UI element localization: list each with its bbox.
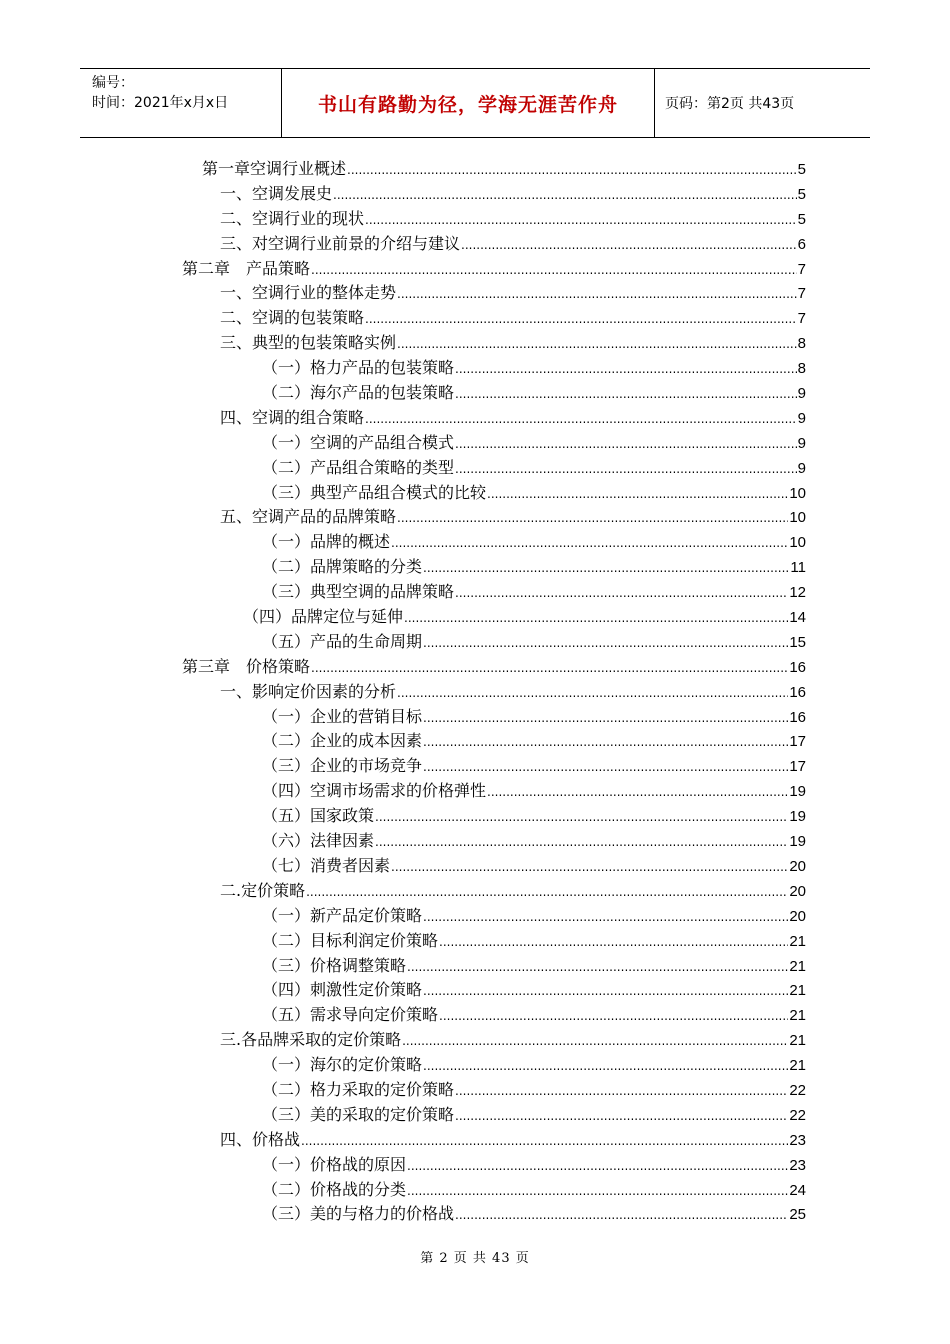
toc-entry-page: 16	[789, 658, 806, 676]
toc-leader-dots	[407, 955, 788, 980]
toc-entry-title: （六）法律因素	[262, 831, 375, 851]
toc-entry-title: （二）企业的成本因素	[262, 731, 423, 751]
toc-entry[interactable]	[262, 481, 806, 506]
toc-entry-title: （三）价格调整策略	[262, 955, 407, 975]
toc-leader-dots	[397, 681, 788, 706]
toc-entry[interactable]	[220, 406, 806, 431]
toc-entry-page: 9	[797, 434, 806, 452]
toc-entry-page: 22	[789, 1106, 806, 1124]
toc-entry[interactable]	[262, 705, 806, 730]
toc-leader-dots	[311, 656, 788, 681]
toc-entry[interactable]	[220, 1128, 806, 1153]
toc-entry[interactable]	[220, 281, 806, 306]
toc-entry[interactable]	[220, 680, 806, 705]
toc-entry-title: 三、典型的包装策略实例	[220, 333, 397, 353]
toc-entry[interactable]	[262, 381, 806, 406]
toc-entry-title: （一）价格战的原因	[262, 1154, 407, 1174]
toc-entry[interactable]	[262, 1178, 806, 1203]
toc-leader-dots	[455, 357, 797, 382]
toc-leader-dots	[423, 905, 788, 930]
header-motto: 书山有路勤为径，学海无涯苦作舟	[282, 69, 655, 137]
toc-entry[interactable]	[220, 879, 806, 904]
toc-entry[interactable]	[182, 655, 806, 680]
toc-entry-title: 五、空调产品的品牌策略	[220, 507, 397, 527]
toc-entry-page: 7	[797, 310, 806, 328]
toc-entry[interactable]	[262, 1078, 806, 1103]
toc-entry-page: 5	[797, 210, 806, 228]
toc-leader-dots	[455, 432, 797, 457]
toc-leader-dots	[333, 183, 797, 208]
toc-entry[interactable]	[262, 1153, 806, 1178]
toc-entry-page: 20	[789, 857, 806, 875]
toc-entry-page: 21	[789, 1032, 806, 1050]
toc-entry-title: 三、对空调行业前景的介绍与建议	[220, 233, 461, 253]
toc-entry-title: （四）空调市场需求的价格弹性	[262, 781, 487, 801]
toc-leader-dots	[423, 730, 788, 755]
toc-leader-dots	[439, 930, 788, 955]
toc-entry-page: 16	[789, 708, 806, 726]
toc-entry-title: （二）价格战的分类	[262, 1179, 407, 1199]
toc-entry-page: 23	[789, 1131, 806, 1149]
toc-leader-dots	[375, 805, 788, 830]
toc-entry-page: 21	[789, 1007, 806, 1025]
toc-leader-dots	[423, 631, 788, 656]
toc-entry-page: 21	[789, 932, 806, 950]
toc-leader-dots	[423, 1054, 788, 1079]
toc-leader-dots	[487, 482, 788, 507]
toc-entry-page: 20	[789, 882, 806, 900]
toc-entry-title: （七）消费者因素	[262, 855, 391, 875]
toc-entry[interactable]	[262, 929, 806, 954]
toc-entry[interactable]	[220, 331, 806, 356]
toc-leader-dots	[423, 979, 788, 1004]
toc-entry-page: 24	[789, 1181, 806, 1199]
toc-leader-dots	[391, 531, 788, 556]
toc-leader-dots	[306, 880, 788, 905]
toc-entry-page: 9	[797, 385, 806, 403]
toc-leader-dots	[455, 1079, 788, 1104]
table-of-contents	[0, 157, 950, 1227]
toc-entry-page: 19	[789, 808, 806, 826]
toc-entry-title: 一、影响定价因素的分析	[220, 681, 397, 701]
toc-entry-title: （四）品牌定位与延伸	[243, 607, 404, 627]
toc-entry[interactable]	[262, 1053, 806, 1078]
toc-entry-title: （一）企业的营销目标	[262, 706, 423, 726]
toc-entry[interactable]	[262, 779, 806, 804]
header-page-info: 页码：第2页 共43页	[665, 96, 795, 112]
toc-entry-title: 一、空调发展史	[220, 183, 333, 203]
toc-leader-dots	[455, 457, 797, 482]
toc-entry[interactable]	[262, 1202, 806, 1227]
toc-entry-page: 15	[789, 633, 806, 651]
toc-entry-title: （三）美的与格力的价格战	[262, 1204, 455, 1224]
toc-leader-dots	[397, 332, 797, 357]
toc-entry-page: 25	[789, 1206, 806, 1224]
toc-entry-title: 三.各品牌采取的定价策略	[220, 1030, 402, 1050]
toc-leader-dots	[397, 506, 788, 531]
toc-entry-page: 21	[789, 982, 806, 1000]
toc-entry-page: 21	[789, 1057, 806, 1075]
toc-leader-dots	[407, 1179, 788, 1204]
toc-entry-page: 12	[789, 584, 806, 602]
toc-entry[interactable]	[262, 854, 806, 879]
toc-entry[interactable]	[220, 207, 806, 232]
toc-entry[interactable]	[220, 505, 806, 530]
document-number-label: 编号：	[92, 75, 134, 91]
toc-entry-page: 8	[797, 335, 806, 353]
toc-entry[interactable]	[182, 257, 806, 282]
toc-entry-page: 10	[789, 509, 806, 527]
toc-entry[interactable]	[220, 182, 806, 207]
document-date: 时间：2021年x月x日	[92, 95, 229, 111]
toc-leader-dots	[455, 1104, 788, 1129]
toc-entry-page: 16	[789, 683, 806, 701]
toc-entry[interactable]	[262, 630, 806, 655]
toc-entry-title: （二）品牌策略的分类	[262, 557, 423, 577]
toc-entry-page: 19	[789, 783, 806, 801]
toc-entry-page: 6	[797, 235, 806, 253]
toc-entry-page: 22	[789, 1081, 806, 1099]
toc-entry-title: （一）格力产品的包装策略	[262, 358, 455, 378]
toc-entry-title: （一）新产品定价策略	[262, 905, 423, 925]
toc-entry-page: 8	[797, 360, 806, 378]
toc-entry[interactable]	[262, 356, 806, 381]
toc-leader-dots	[407, 1154, 788, 1179]
toc-entry-page: 23	[789, 1156, 806, 1174]
toc-entry-title: （二）格力采取的定价策略	[262, 1079, 455, 1099]
toc-entry[interactable]	[262, 804, 806, 829]
toc-entry-page: 5	[797, 185, 806, 203]
toc-entry-title: （一）海尔的定价策略	[262, 1055, 423, 1075]
toc-leader-dots	[439, 1004, 788, 1029]
toc-entry-page: 19	[789, 833, 806, 851]
toc-entry-title: （一）空调的产品组合模式	[262, 432, 455, 452]
toc-entry-title: 二.定价策略	[220, 880, 306, 900]
toc-leader-dots	[365, 307, 797, 332]
toc-entry-page: 17	[789, 733, 806, 751]
toc-entry-title: 二、空调行业的现状	[220, 208, 365, 228]
toc-entry[interactable]	[262, 555, 806, 580]
toc-entry-page: 14	[789, 609, 806, 627]
toc-entry[interactable]	[262, 754, 806, 779]
toc-entry-title: 二、空调的包装策略	[220, 308, 365, 328]
toc-entry-page: 20	[789, 907, 806, 925]
toc-leader-dots	[347, 158, 797, 183]
toc-entry-title: 第一章空调行业概述	[202, 159, 347, 178]
toc-entry[interactable]	[220, 232, 806, 257]
toc-entry[interactable]	[262, 580, 806, 605]
toc-leader-dots	[455, 581, 788, 606]
toc-entry-title: 四、空调的组合策略	[220, 407, 365, 427]
toc-entry[interactable]	[262, 530, 806, 555]
toc-entry-page: 10	[789, 484, 806, 502]
toc-entry-page: 11	[790, 559, 806, 577]
toc-entry-page: 7	[797, 260, 806, 278]
toc-entry-page: 9	[797, 459, 806, 477]
toc-entry[interactable]	[262, 431, 806, 456]
toc-leader-dots	[375, 830, 788, 855]
toc-entry-title: （三）典型空调的品牌策略	[262, 582, 455, 602]
toc-entry-title: （三）典型产品组合模式的比较	[262, 482, 487, 502]
toc-entry[interactable]	[262, 456, 806, 481]
toc-entry-title: 第二章 产品策略	[182, 258, 311, 278]
toc-entry-page: 17	[789, 758, 806, 776]
toc-entry-page: 21	[789, 957, 806, 975]
page-header	[80, 68, 870, 138]
toc-entry-title: （三）企业的市场竞争	[262, 756, 423, 776]
toc-entry-page: 10	[789, 534, 806, 552]
toc-leader-dots	[461, 233, 797, 258]
toc-leader-dots	[455, 382, 797, 407]
toc-leader-dots	[365, 407, 797, 432]
toc-entry[interactable]	[262, 978, 806, 1003]
toc-entry-title: （二）产品组合策略的类型	[262, 457, 455, 477]
toc-entry-title: 四、价格战	[220, 1129, 301, 1149]
toc-entry-page: 7	[797, 285, 806, 303]
toc-entry[interactable]	[243, 605, 806, 630]
toc-entry[interactable]	[262, 1003, 806, 1028]
toc-entry-title: 一、空调行业的整体走势	[220, 283, 397, 303]
toc-leader-dots	[311, 258, 797, 283]
toc-entry-title: （五）产品的生命周期	[262, 631, 423, 651]
toc-entry[interactable]	[262, 954, 806, 979]
toc-entry-title: 第三章 价格策略	[182, 656, 311, 676]
toc-entry-title: （四）刺激性定价策略	[262, 980, 423, 1000]
toc-entry-page: 5	[797, 161, 806, 178]
toc-entry[interactable]	[220, 306, 806, 331]
toc-leader-dots	[423, 706, 788, 731]
toc-leader-dots	[487, 780, 788, 805]
toc-entry[interactable]	[262, 1103, 806, 1128]
toc-leader-dots	[423, 755, 788, 780]
toc-entry-title: （五）国家政策	[262, 806, 375, 826]
toc-entry-title: （一）品牌的概述	[262, 532, 391, 552]
toc-leader-dots	[301, 1129, 788, 1154]
toc-entry[interactable]	[262, 829, 806, 854]
toc-leader-dots	[423, 556, 789, 581]
toc-leader-dots	[397, 282, 797, 307]
toc-entry[interactable]	[262, 729, 806, 754]
toc-leader-dots	[365, 208, 797, 233]
toc-leader-dots	[455, 1203, 788, 1228]
toc-leader-dots	[402, 1029, 788, 1054]
toc-entry-title: （五）需求导向定价策略	[262, 1005, 439, 1025]
toc-leader-dots	[404, 606, 788, 631]
toc-entry-title: （二）海尔产品的包装策略	[262, 383, 455, 403]
header-meta	[80, 69, 282, 137]
toc-entry-page: 9	[797, 409, 806, 427]
toc-entry[interactable]	[202, 157, 806, 182]
toc-leader-dots	[391, 855, 788, 880]
toc-entry[interactable]	[262, 904, 806, 929]
toc-entry[interactable]	[220, 1028, 806, 1053]
toc-entry-title: （三）美的采取的定价策略	[262, 1104, 455, 1124]
page-footer: 第 2 页 共 43 页	[420, 1251, 530, 1266]
toc-entry-title: （二）目标利润定价策略	[262, 930, 439, 950]
